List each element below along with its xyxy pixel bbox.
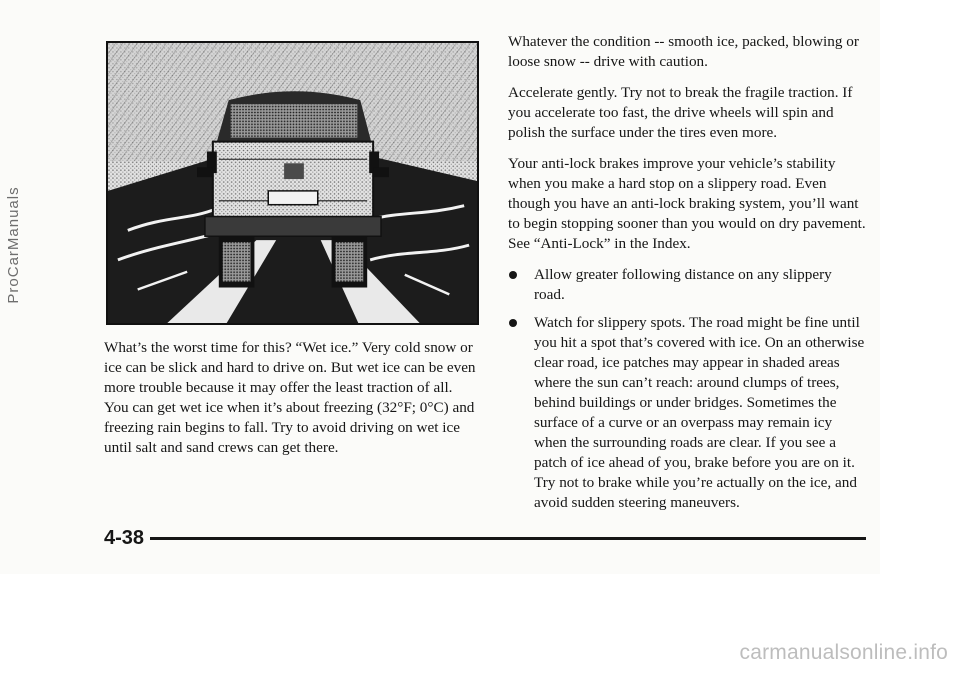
list-item xyxy=(508,313,866,513)
list-item-text: Allow greater following distance on any slippery road. xyxy=(534,266,832,303)
wet-ice-paragraph: What’s the worst time for this? “Wet ice.” Very cold snow or ice can be slick and hard to drive on. But wet ice can be even more trouble because it may offer the least traction of all. You can get wet ice when it’s about freezing (32°F; 0°C) and freezing rain begins to fall. Try to avoid driving on wet ice until salt and sand crews can get there. xyxy=(104,339,476,456)
condition-paragraph: Whatever the condition -- smooth ice, packed, blowing or loose snow -- drive with caution. xyxy=(508,33,859,70)
list-item-text: Watch for slippery spots. The road might be fine until you hit a spot that’s covered with ice. On an otherwise clear road, ice patches may appear in shaded areas where the sun can’t reach: around clumps of trees, behind buildings or under bridges. Sometimes the surface of a curve or an overpass may remain icy when the surrounding roads are clear. If you see a patch of ice ahead of you, brake before you are on it. Try not to brake while you’re actually on the ice, and avoid sudden steering maneuvers. xyxy=(534,314,865,511)
anti-lock-paragraph: Your anti-lock brakes improve your vehicle’s stability when you make a hard stop on a slippery road. Even though you have an anti-lock braking system, you’ll want to begin stopping sooner than you would on dry pavement. See “Anti-Lock” in the Index. xyxy=(508,155,866,252)
list-item xyxy=(508,265,866,305)
watermark-link[interactable]: carmanualsonline.info xyxy=(739,641,948,664)
page-number: 4-38 xyxy=(104,526,145,549)
illustration-svg xyxy=(108,43,477,323)
footer-rule xyxy=(150,537,866,540)
truck-on-wet-ice-illustration xyxy=(106,41,479,325)
bullet-icon xyxy=(509,271,517,279)
bullet-icon xyxy=(509,319,517,327)
left-column xyxy=(104,338,480,469)
accelerate-paragraph: Accelerate gently. Try not to break the fragile traction. If you accelerate too fast, the drive wheels will spin and polish the surface under the tires even more. xyxy=(508,84,853,141)
right-column xyxy=(508,32,866,521)
tips-list xyxy=(508,265,866,513)
page-footer xyxy=(104,526,866,550)
left-edge-text: ProCarManuals xyxy=(5,186,22,304)
